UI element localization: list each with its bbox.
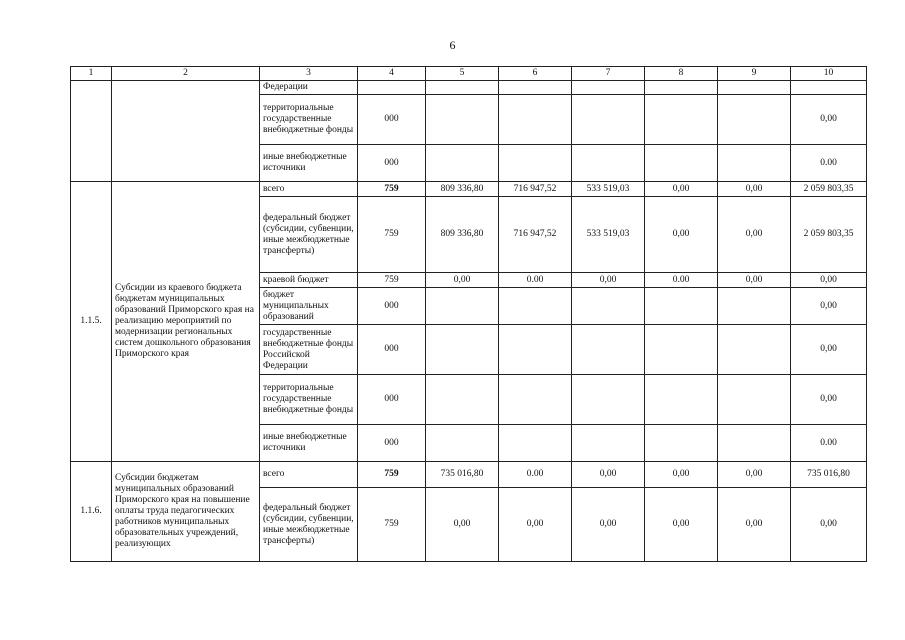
value-cell — [645, 145, 718, 182]
value-cell — [572, 375, 645, 425]
value-cell: 0,00 — [791, 375, 867, 425]
item-name-cell — [112, 81, 260, 182]
value-cell — [499, 375, 572, 425]
code-cell: 759 — [358, 197, 426, 273]
item-number-cell: 1.1.5. — [71, 182, 112, 462]
value-cell: 0,00 — [645, 197, 718, 273]
header-cell: 2 — [112, 67, 260, 81]
value-cell — [645, 425, 718, 462]
header-cell: 7 — [572, 67, 645, 81]
header-cell: 1 — [71, 67, 112, 81]
value-cell: 809 336,80 — [426, 182, 499, 197]
value-cell: 0,00 — [718, 273, 791, 288]
value-cell — [718, 288, 791, 325]
value-cell — [426, 425, 499, 462]
value-cell — [572, 95, 645, 145]
value-cell — [499, 425, 572, 462]
value-cell: 0,00 — [718, 182, 791, 197]
value-cell — [718, 325, 791, 375]
value-cell: 735 016,80 — [791, 462, 867, 488]
value-cell — [499, 95, 572, 145]
value-cell — [572, 288, 645, 325]
code-cell — [358, 81, 426, 95]
value-cell: 2 059 803,35 — [791, 197, 867, 273]
value-cell: 0,00 — [718, 462, 791, 488]
source-cell: всего — [260, 462, 358, 488]
header-cell: 6 — [499, 67, 572, 81]
code-cell: 000 — [358, 288, 426, 325]
value-cell — [426, 375, 499, 425]
header-cell: 3 — [260, 67, 358, 81]
value-cell — [426, 81, 499, 95]
header-cell: 9 — [718, 67, 791, 81]
value-cell — [572, 145, 645, 182]
value-cell: 0.00 — [499, 462, 572, 488]
value-cell — [499, 325, 572, 375]
code-cell: 000 — [358, 375, 426, 425]
value-cell — [499, 145, 572, 182]
item-name-cell: Субсидии бюджетам муниципальных образований Приморского края на повышение оплаты труда педагогических работников муниципальных образовательных учреждений, реализующих — [112, 462, 260, 562]
value-cell: 735 016,80 — [426, 462, 499, 488]
header-cell: 10 — [791, 67, 867, 81]
value-cell: 0.00 — [645, 273, 718, 288]
table-row — [71, 182, 867, 197]
value-cell — [426, 95, 499, 145]
value-cell: 0,00 — [791, 488, 867, 562]
value-cell: 533 519,03 — [572, 182, 645, 197]
value-cell — [499, 288, 572, 325]
value-cell: 0,00 — [499, 488, 572, 562]
value-cell — [572, 81, 645, 95]
value-cell — [499, 81, 572, 95]
table-header-row — [71, 67, 867, 81]
value-cell: 0.00 — [791, 425, 867, 462]
value-cell: 0,00 — [426, 488, 499, 562]
source-cell: краевой бюджет — [260, 273, 358, 288]
value-cell — [645, 81, 718, 95]
source-cell: бюджет муниципальных образований — [260, 288, 358, 325]
item-name-cell: Субсидии из краевого бюджета бюджетам муниципальных образований Приморского края на реализацию мероприятий по модернизации региональных систем дошкольного образования Приморского края — [112, 182, 260, 462]
budget-table — [70, 66, 867, 562]
header-cell: 5 — [426, 67, 499, 81]
value-cell — [572, 325, 645, 375]
value-cell — [718, 81, 791, 95]
source-cell: федеральный бюджет (субсидии, субвенции, иные межбюджетные трансферты) — [260, 488, 358, 562]
value-cell — [645, 325, 718, 375]
table-row — [71, 462, 867, 488]
item-number-cell — [71, 81, 112, 182]
code-cell: 000 — [358, 325, 426, 375]
code-cell: 759 — [358, 462, 426, 488]
source-cell: Федерации — [260, 81, 358, 95]
value-cell — [426, 145, 499, 182]
code-cell: 759 — [358, 273, 426, 288]
source-cell: иные внебюджетные источники — [260, 425, 358, 462]
value-cell: 533 519,03 — [572, 197, 645, 273]
value-cell — [645, 288, 718, 325]
value-cell: 0,00 — [791, 288, 867, 325]
header-cell: 4 — [358, 67, 426, 81]
value-cell — [572, 425, 645, 462]
code-cell: 000 — [358, 95, 426, 145]
source-cell: всего — [260, 182, 358, 197]
value-cell: 0,00 — [426, 273, 499, 288]
value-cell — [718, 425, 791, 462]
value-cell: 0,00 — [572, 273, 645, 288]
source-cell: федеральный бюджет (субсидии, субвенции, иные межбюджетные трансферты) — [260, 197, 358, 273]
code-cell: 759 — [358, 182, 426, 197]
code-cell: 000 — [358, 425, 426, 462]
value-cell — [645, 95, 718, 145]
value-cell: 0.00 — [499, 273, 572, 288]
value-cell: 0,00 — [572, 462, 645, 488]
value-cell: 716 947,52 — [499, 182, 572, 197]
code-cell: 759 — [358, 488, 426, 562]
value-cell — [718, 375, 791, 425]
value-cell: 0,00 — [645, 488, 718, 562]
value-cell: 0.00 — [791, 145, 867, 182]
value-cell — [718, 95, 791, 145]
value-cell — [791, 81, 867, 95]
value-cell: 0,00 — [572, 488, 645, 562]
source-cell: территориальные государственные внебюджетные фонды — [260, 95, 358, 145]
value-cell: 809 336,80 — [426, 197, 499, 273]
value-cell: 716 947,52 — [499, 197, 572, 273]
value-cell: 0,00 — [791, 325, 867, 375]
value-cell: 0,00 — [791, 273, 867, 288]
value-cell: 2 059 803,35 — [791, 182, 867, 197]
item-number-cell: 1.1.6. — [71, 462, 112, 562]
source-cell: иные внебюджетные источники — [260, 145, 358, 182]
value-cell — [718, 145, 791, 182]
value-cell: 0,00 — [718, 488, 791, 562]
value-cell — [426, 288, 499, 325]
value-cell — [645, 375, 718, 425]
value-cell: 0,00 — [645, 182, 718, 197]
code-cell: 000 — [358, 145, 426, 182]
value-cell — [426, 325, 499, 375]
value-cell: 0,00 — [791, 95, 867, 145]
page-number: 6 — [449, 38, 456, 52]
value-cell: 0,00 — [645, 462, 718, 488]
source-cell: территориальные государственные внебюджетные фонды — [260, 375, 358, 425]
header-cell: 8 — [645, 67, 718, 81]
table-row — [71, 81, 867, 95]
value-cell: 0,00 — [718, 197, 791, 273]
source-cell: государственные внебюджетные фонды Российской Федерации — [260, 325, 358, 375]
